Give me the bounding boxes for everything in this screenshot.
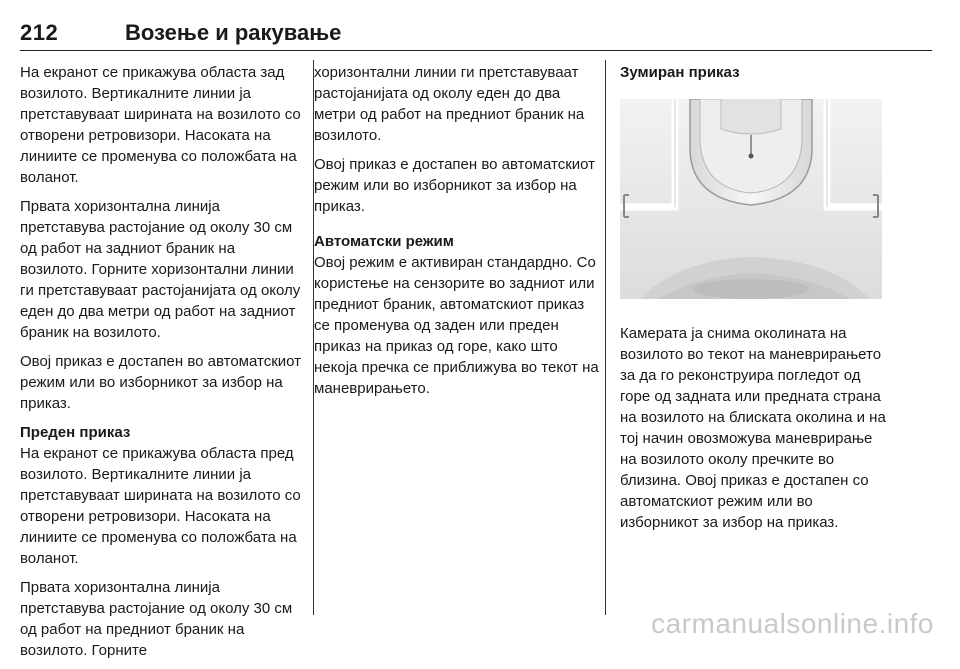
paragraph-rear-horizontal-lines: Првата хоризонтална линија претставува растојание од околу 30 см од работ на задниот браник на возилото. Горните хоризонтални линии ги претставуваат растојанијата од околу еден до два метри од работ на задниот браник на возилото. — [20, 198, 301, 341]
header-divider — [20, 50, 932, 51]
paragraph-rear-availability: Овој приказ е достапен во автоматскиот режим или во изборникот за избор на приказ. — [20, 353, 302, 412]
page-header — [20, 16, 932, 56]
paragraph-front-horizontal-lines: Првата хоризонтална линија претставува растојание од околу 30 см од работ на предниот браник на возилото. Горните — [20, 579, 293, 659]
column-1 — [20, 62, 302, 669]
zoomed-view-camera-image — [620, 99, 882, 299]
heading-automatic-mode: Автоматски режим — [314, 233, 454, 250]
paragraph-zoomed-view: Камерата ја снима околината на возилото во текот на маневрирањето за да го реконструира погледот од горе од задната или предната страна на возилото на блиската околина и на тој начин овозможува маневрирање на возилото околу пречките во близина. Овој приказ е достапен со автоматскиот режим или во изборникот за избор на приказ. — [620, 325, 886, 531]
site-watermark: carmanualsonline.info — [651, 608, 934, 639]
heading-zoomed-view: Зумиран приказ — [620, 64, 740, 81]
paragraph-rear-view-intro: На екранот се прикажува областа зад возилото. Вертикалните линии ја претставуваат ширината на возилото со отворени ретровизори. Насоката на линиите се променува со положбата на воланот. — [20, 64, 301, 186]
paragraph-front-view-intro: На екранот се прикажува областа пред возилото. Вертикалните линии ја претставуваат ширината на возилото со отворени ретровизори. Насоката на линиите се променува со положбата на воланот. — [20, 445, 301, 567]
paragraph-automatic-mode: Овој режим е активиран стандардно. Со користење на сензорите во задниот или предниот браник, автоматскиот приказ се променува од заден или преден приказ на приказ од горе, како што некоја пречка се приближува во текот на маневрирањето. — [314, 254, 599, 397]
heading-front-view: Преден приказ — [20, 424, 131, 441]
car-top-view-illustration — [620, 99, 882, 299]
page-number: 212 — [20, 20, 59, 45]
paragraph-front-lines-continued: хоризонтални линии ги претставуваат растојанијата од околу еден до два метри од работ на предниот браник на возилото. — [314, 64, 585, 144]
paragraph-front-availability: Овој приказ е достапен во автоматскиот режим или во изборникот за избор на приказ. — [314, 156, 596, 215]
chapter-title: Возење и ракување — [125, 20, 342, 45]
column-divider-2 — [605, 60, 606, 615]
column-3 — [620, 62, 892, 541]
column-2 — [313, 62, 599, 407]
